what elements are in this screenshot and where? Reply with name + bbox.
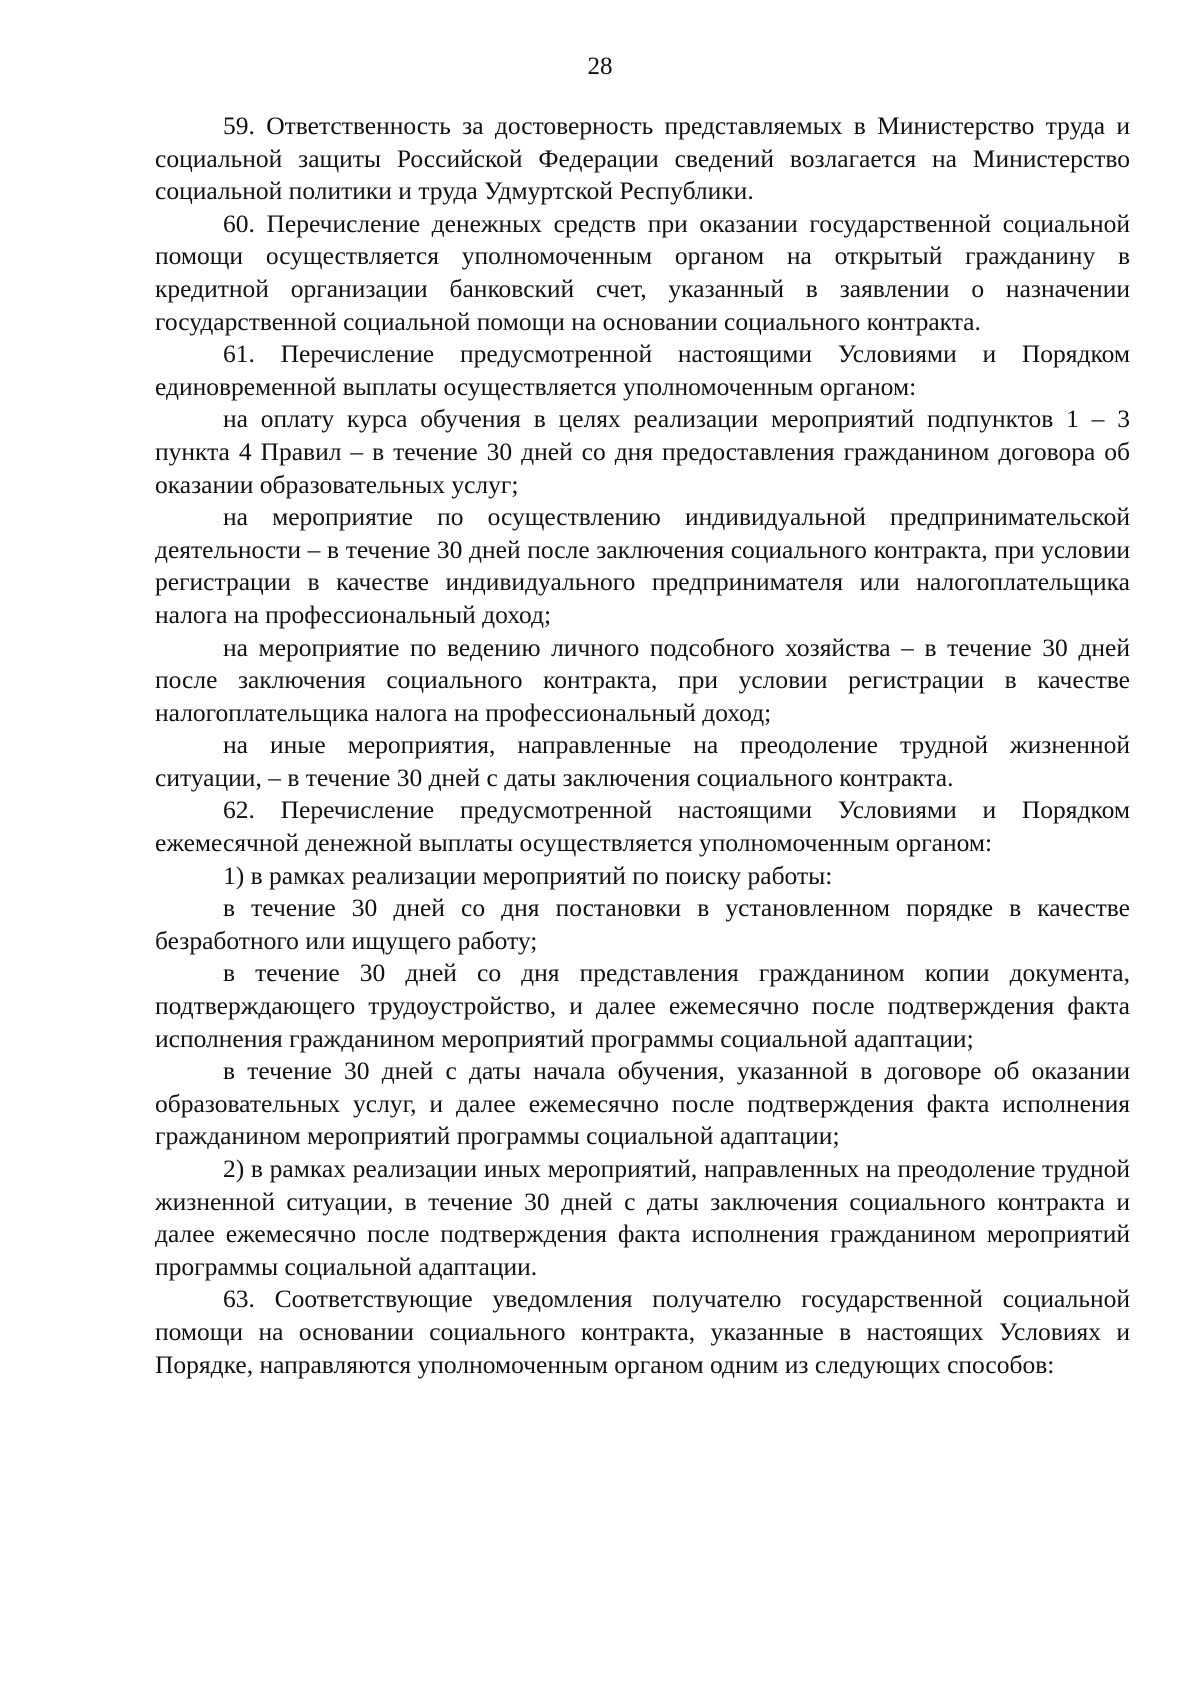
paragraph-62-item-1-unemployed: в течение 30 дней со дня постановки в установленном порядке в качестве безработного или ищущего работу; (155, 893, 1130, 955)
page-number: 28 (587, 53, 613, 80)
paragraph-61: 61. Перечисление предусмотренной настоящими Условиями и Порядком единовременной выплаты осуществляется уполномоченным органом: (155, 339, 1130, 401)
paragraph-63: 63. Соответствующие уведомления получателю государственной социальной помощи на основании социального контракта, указанные в настоящих Условиях и Порядке, направляются уполномоченным органом одним из следующих способов: (155, 1284, 1130, 1379)
paragraph-61-item-education: на оплату курса обучения в целях реализации мероприятий подпунктов 1 – 3 пункта 4 Правил – в течение 30 дней со дня предоставления гражданином договора об оказании образовательных услуг; (155, 404, 1130, 499)
paragraph-62: 62. Перечисление предусмотренной настоящими Условиями и Порядком ежемесячной денежной выплаты осуществляется уполномоченным органом: (155, 795, 1130, 858)
paragraph-61-item-entrepreneurship: на мероприятие по осуществлению индивидуальной предпринимательской деятельности – в течение 30 дней после заключения социального контракта, при условии регистрации в качестве индивидуального предпринимателя или налогоплательщика налога на профессиональный доход; (155, 502, 1130, 629)
document-body (155, 110, 1130, 1381)
paragraph-62-item-2: 2) в рамках реализации иных мероприятий, направленных на преодоление трудной жизненной ситуации, в течение 30 дней с даты заключения социального контракта и далее ежемесячно после подтверждения факта исполнения гражданином мероприятий программы социальной адаптации. (155, 1154, 1130, 1281)
paragraph-62-item-1: 1) в рамках реализации мероприятий по поиску работы: (223, 860, 833, 890)
paragraph-59: 59. Ответственность за достоверность представляемых в Министерство труда и социальной защиты Российской Федерации сведений возлагается на Министерство социальной политики и труда Удмуртской Республики. (155, 111, 1130, 206)
paragraph-62-item-1-training: в течение 30 дней с даты начала обучения, указанной в договоре об оказании образовательных услуг, и далее ежемесячно после подтверждения факта исполнения гражданином мероприятий программы социальной адаптации; (155, 1056, 1130, 1151)
paragraph-61-item-household: на мероприятие по ведению личного подсобного хозяйства – в течение 30 дней после заключения социального контракта, при условии регистрации в качестве налогоплательщика налога на профессиональный доход; (155, 632, 1130, 727)
paragraph-61-item-other: на иные мероприятия, направленные на преодоление трудной жизненной ситуации, – в течение 30 дней с даты заключения социального контракта. (155, 730, 1130, 792)
paragraph-60: 60. Перечисление денежных средств при оказании государственной социальной помощи осуществляется уполномоченным органом на открытый гражданину в кредитной организации банковский счет, указанный в заявлении о назначении государственной социальной помощи на основании социального контракта. (155, 208, 1130, 336)
paragraph-62-item-1-employment: в течение 30 дней со дня представления гражданином копии документа, подтверждающего трудоустройство, и далее ежемесячно после подтверждения факта исполнения гражданином мероприятий программы социальной адаптации; (155, 958, 1130, 1053)
